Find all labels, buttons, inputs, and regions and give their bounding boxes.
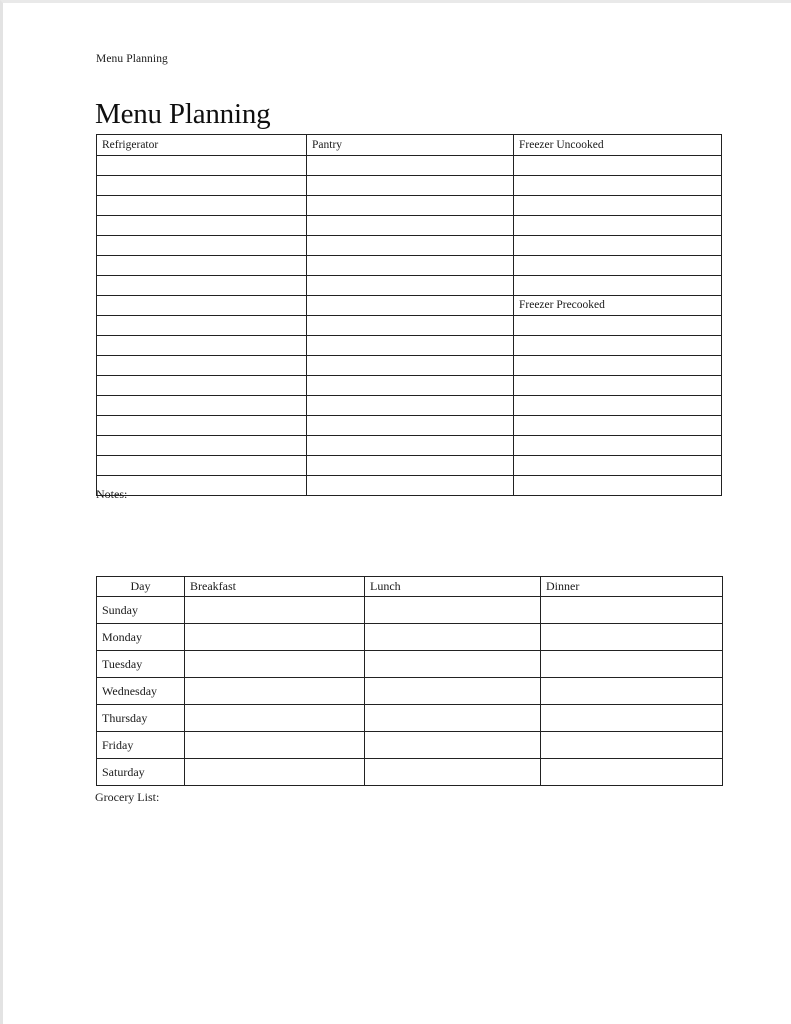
notes-label: Notes: bbox=[96, 487, 128, 501]
table-row bbox=[97, 176, 722, 196]
cell-lunch[interactable] bbox=[365, 597, 541, 624]
table-row bbox=[97, 356, 722, 376]
cell-freezer[interactable] bbox=[514, 376, 722, 396]
column-header-breakfast: Breakfast bbox=[185, 577, 365, 597]
cell-day: Saturday bbox=[97, 759, 185, 786]
page-canvas bbox=[3, 3, 791, 1024]
table-row bbox=[97, 376, 722, 396]
table-row bbox=[97, 651, 723, 678]
cell-refrigerator[interactable] bbox=[97, 196, 307, 216]
cell-day: Monday bbox=[97, 624, 185, 651]
cell-refrigerator[interactable] bbox=[97, 376, 307, 396]
cell-pantry[interactable] bbox=[307, 176, 514, 196]
cell-refrigerator[interactable] bbox=[97, 416, 307, 436]
cell-lunch[interactable] bbox=[365, 678, 541, 705]
table-row bbox=[97, 256, 722, 276]
cell-pantry[interactable] bbox=[307, 236, 514, 256]
table-row bbox=[97, 624, 723, 651]
table-row bbox=[97, 476, 722, 496]
cell-pantry[interactable] bbox=[307, 196, 514, 216]
table-row bbox=[97, 678, 723, 705]
cell-pantry[interactable] bbox=[307, 316, 514, 336]
page-title: Menu Planning bbox=[95, 98, 271, 130]
table-header-row bbox=[97, 577, 723, 597]
cell-day: Friday bbox=[97, 732, 185, 759]
cell-lunch[interactable] bbox=[365, 705, 541, 732]
cell-dinner[interactable] bbox=[541, 678, 723, 705]
cell-pantry[interactable] bbox=[307, 296, 514, 316]
cell-refrigerator[interactable] bbox=[97, 456, 307, 476]
column-header-freezer-uncooked: Freezer Uncooked bbox=[514, 135, 722, 156]
cell-freezer[interactable] bbox=[514, 336, 722, 356]
cell-freezer[interactable] bbox=[514, 276, 722, 296]
cell-freezer[interactable] bbox=[514, 456, 722, 476]
table-row bbox=[97, 216, 722, 236]
subheader-freezer-precooked: Freezer Precooked bbox=[514, 296, 722, 316]
cell-lunch[interactable] bbox=[365, 732, 541, 759]
cell-pantry[interactable] bbox=[307, 356, 514, 376]
column-header-pantry: Pantry bbox=[307, 135, 514, 156]
cell-refrigerator[interactable] bbox=[97, 316, 307, 336]
cell-lunch[interactable] bbox=[365, 759, 541, 786]
cell-refrigerator[interactable] bbox=[97, 236, 307, 256]
cell-day: Tuesday bbox=[97, 651, 185, 678]
cell-freezer[interactable] bbox=[514, 216, 722, 236]
column-header-day: Day bbox=[97, 577, 185, 597]
cell-pantry[interactable] bbox=[307, 336, 514, 356]
cell-breakfast[interactable] bbox=[185, 732, 365, 759]
cell-freezer[interactable] bbox=[514, 396, 722, 416]
cell-refrigerator[interactable] bbox=[97, 296, 307, 316]
table-row bbox=[97, 456, 722, 476]
cell-pantry[interactable] bbox=[307, 156, 514, 176]
cell-lunch[interactable] bbox=[365, 651, 541, 678]
table-row bbox=[97, 759, 723, 786]
table-row bbox=[97, 597, 723, 624]
cell-pantry[interactable] bbox=[307, 216, 514, 236]
cell-refrigerator[interactable] bbox=[97, 156, 307, 176]
cell-refrigerator[interactable] bbox=[97, 256, 307, 276]
cell-dinner[interactable] bbox=[541, 624, 723, 651]
cell-day: Wednesday bbox=[97, 678, 185, 705]
cell-dinner[interactable] bbox=[541, 732, 723, 759]
cell-refrigerator[interactable] bbox=[97, 276, 307, 296]
cell-pantry[interactable] bbox=[307, 256, 514, 276]
table-row bbox=[97, 196, 722, 216]
table-row bbox=[97, 416, 722, 436]
cell-refrigerator[interactable] bbox=[97, 396, 307, 416]
cell-dinner[interactable] bbox=[541, 705, 723, 732]
table-row bbox=[97, 732, 723, 759]
storage-inventory-table bbox=[96, 134, 722, 496]
cell-pantry[interactable] bbox=[307, 276, 514, 296]
cell-dinner[interactable] bbox=[541, 651, 723, 678]
table-row bbox=[97, 236, 722, 256]
column-header-lunch: Lunch bbox=[365, 577, 541, 597]
cell-pantry[interactable] bbox=[307, 376, 514, 396]
cell-refrigerator[interactable] bbox=[97, 356, 307, 376]
cell-freezer[interactable] bbox=[514, 156, 722, 176]
table-row bbox=[97, 336, 722, 356]
table-row bbox=[97, 296, 722, 316]
cell-freezer[interactable] bbox=[514, 416, 722, 436]
cell-breakfast[interactable] bbox=[185, 597, 365, 624]
cell-refrigerator[interactable] bbox=[97, 216, 307, 236]
cell-pantry[interactable] bbox=[307, 456, 514, 476]
cell-freezer[interactable] bbox=[514, 256, 722, 276]
cell-pantry[interactable] bbox=[307, 476, 514, 496]
table-row bbox=[97, 156, 722, 176]
table-row bbox=[97, 276, 722, 296]
cell-breakfast[interactable] bbox=[185, 705, 365, 732]
cell-lunch[interactable] bbox=[365, 624, 541, 651]
cell-breakfast[interactable] bbox=[185, 678, 365, 705]
cell-freezer[interactable] bbox=[514, 356, 722, 376]
cell-freezer[interactable] bbox=[514, 476, 722, 496]
cell-freezer[interactable] bbox=[514, 196, 722, 216]
table-row bbox=[97, 316, 722, 336]
cell-freezer[interactable] bbox=[514, 436, 722, 456]
column-header-refrigerator: Refrigerator bbox=[97, 135, 307, 156]
cell-breakfast[interactable] bbox=[185, 651, 365, 678]
cell-pantry[interactable] bbox=[307, 396, 514, 416]
table-row bbox=[97, 705, 723, 732]
cell-breakfast[interactable] bbox=[185, 759, 365, 786]
weekly-meal-table bbox=[96, 576, 723, 786]
running-head: Menu Planning bbox=[96, 53, 168, 65]
cell-freezer[interactable] bbox=[514, 236, 722, 256]
table-header-row bbox=[97, 135, 722, 156]
grocery-list-label: Grocery List: bbox=[95, 790, 160, 804]
cell-pantry[interactable] bbox=[307, 416, 514, 436]
table-row bbox=[97, 396, 722, 416]
cell-freezer[interactable] bbox=[514, 176, 722, 196]
cell-refrigerator[interactable] bbox=[97, 476, 307, 496]
cell-refrigerator[interactable] bbox=[97, 336, 307, 356]
cell-refrigerator[interactable] bbox=[97, 176, 307, 196]
cell-pantry[interactable] bbox=[307, 436, 514, 456]
table-row bbox=[97, 436, 722, 456]
cell-freezer[interactable] bbox=[514, 316, 722, 336]
cell-day: Sunday bbox=[97, 597, 185, 624]
cell-dinner[interactable] bbox=[541, 597, 723, 624]
cell-breakfast[interactable] bbox=[185, 624, 365, 651]
cell-dinner[interactable] bbox=[541, 759, 723, 786]
column-header-dinner: Dinner bbox=[541, 577, 723, 597]
cell-day: Thursday bbox=[97, 705, 185, 732]
cell-refrigerator[interactable] bbox=[97, 436, 307, 456]
